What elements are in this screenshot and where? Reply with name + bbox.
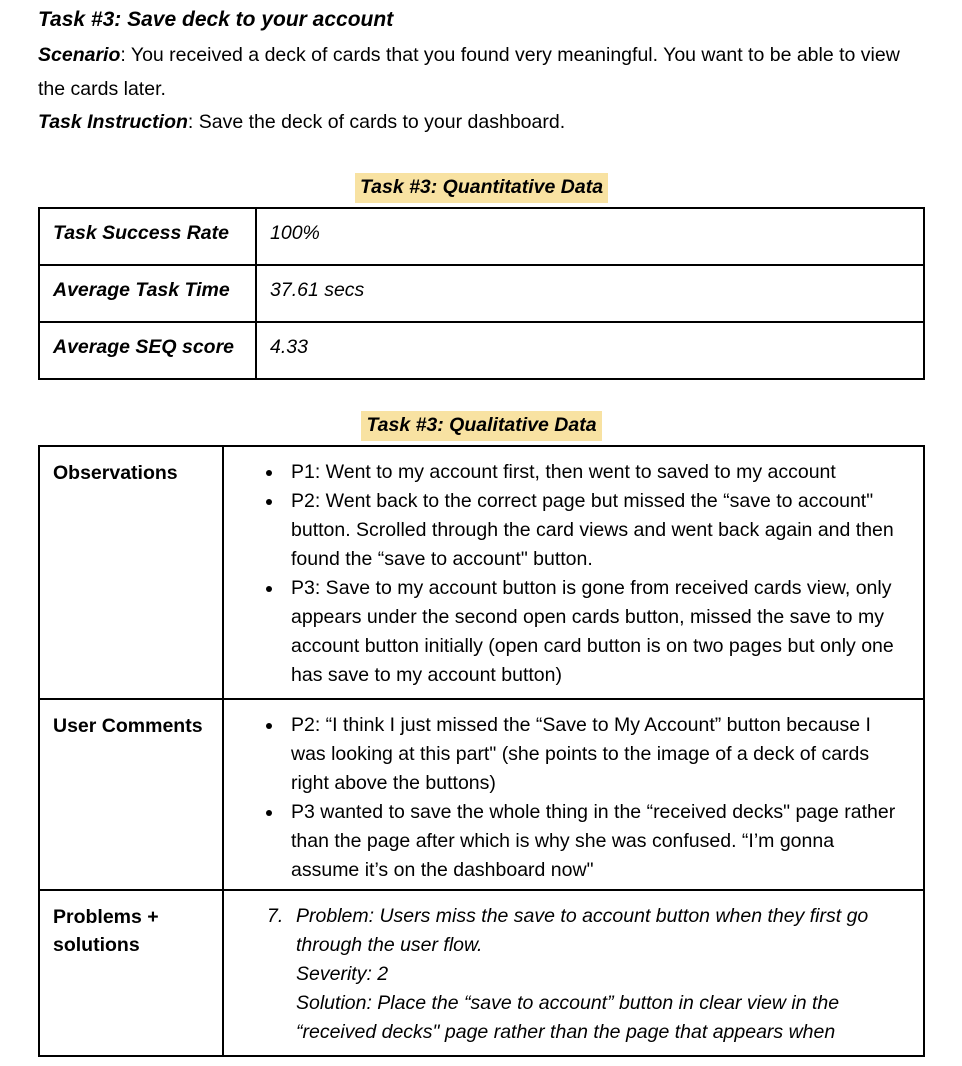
numbered-item-body (296, 902, 905, 1047)
quant-row-label: Task Success Rate (39, 208, 256, 265)
severity-line: Severity: 2 (296, 962, 389, 985)
problems-solutions-label: Problems + solutions (39, 890, 223, 1056)
quant-row-value: 37.61 secs (256, 265, 924, 322)
observations-content (223, 446, 924, 699)
quant-row-label: Average Task Time (39, 265, 256, 322)
numbered-item (236, 902, 905, 1047)
problem-line: Problem: Users miss the save to account button when they first go through the user flow. (296, 904, 869, 956)
bullet-item: • P2: “I think I just missed the “Save to My Account” button because I was looking at this part" (she points to the image of a deck of cards right above the buttons) (284, 711, 905, 798)
scenario-label: Scenario (38, 44, 121, 66)
user-comments-label: User Comments (39, 699, 223, 890)
quant-row-label: Average SEQ score (39, 322, 256, 379)
page-title: Task #3: Save deck to your account (38, 8, 394, 31)
quant-row-success-rate (39, 208, 924, 265)
quant-row-task-time (39, 265, 924, 322)
scenario-text: : You received a deck of cards that you found very meaningful. You want to be able to view the cards later. (38, 44, 900, 100)
qualitative-heading-row (38, 411, 925, 441)
bullet-item: • P3: Save to my account button is gone from received cards view, only appears under the second open cards button, missed the save to my account button initially (open card button is on two pages but only one has save to my account button) (284, 574, 905, 690)
numbered-item-marker: 7. (267, 904, 284, 927)
qual-row-problems-solutions (39, 890, 924, 1056)
quant-row-seq-score (39, 322, 924, 379)
bullet-item: • P3 wanted to save the whole thing in the “received decks" page rather than the page after which is why she was confused. “I’m gonna assume it’s on the dashboard now" (284, 798, 905, 885)
quant-row-value: 100% (256, 208, 924, 265)
instruction-paragraph (38, 106, 925, 140)
qualitative-heading: Task #3: Qualitative Data (361, 411, 601, 441)
instruction-text: : Save the deck of cards to your dashboard. (187, 111, 566, 133)
qual-row-user-comments (39, 699, 924, 890)
instruction-label: Task Instruction (38, 111, 188, 133)
quantitative-heading-row (38, 173, 925, 203)
observations-bullet-list (236, 458, 905, 690)
user-comments-content (223, 699, 924, 890)
qualitative-table (38, 445, 925, 1057)
quant-row-value: 4.33 (256, 322, 924, 379)
qual-row-observations (39, 446, 924, 699)
problems-solutions-content (223, 890, 924, 1056)
quantitative-table (38, 207, 925, 380)
user-comments-bullet-list (236, 711, 905, 885)
solution-line: Solution: Place the “save to account” button in clear view in the “received decks" page rather than the page that appears when (296, 991, 840, 1043)
observations-label: Observations (39, 446, 223, 699)
quantitative-heading: Task #3: Quantitative Data (355, 173, 608, 203)
scenario-paragraph (38, 39, 925, 106)
bullet-item: • P2: Went back to the correct page but missed the “save to account" button. Scrolled through the card views and went back again and then found the “save to account" button. (284, 487, 905, 574)
bullet-item: • P1: Went to my account first, then went to saved to my account (284, 458, 905, 487)
